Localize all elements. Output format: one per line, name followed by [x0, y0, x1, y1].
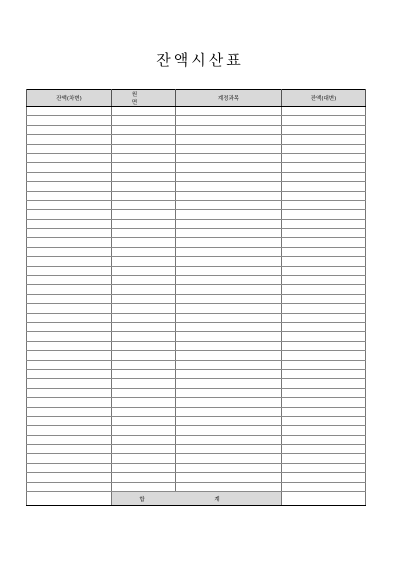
credit-cell — [282, 135, 366, 144]
account-title-cell — [176, 473, 282, 482]
credit-cell — [282, 285, 366, 294]
account-title-cell — [176, 369, 282, 378]
debit-cell — [27, 341, 112, 350]
credit-cell — [282, 210, 366, 219]
trial-balance-table — [26, 89, 366, 506]
debit-cell — [27, 191, 112, 200]
ledger-page-cell — [112, 266, 176, 275]
debit-cell — [27, 107, 112, 116]
ledger-page-cell — [112, 200, 176, 209]
table-row — [27, 388, 366, 397]
ledger-page-cell — [112, 454, 176, 463]
credit-cell — [282, 360, 366, 369]
table-row — [27, 360, 366, 369]
account-title-cell — [176, 219, 282, 228]
credit-cell — [282, 426, 366, 435]
debit-cell — [27, 266, 112, 275]
credit-cell — [282, 313, 366, 322]
account-title-cell — [176, 313, 282, 322]
account-title-cell — [176, 398, 282, 407]
debit-cell — [27, 247, 112, 256]
account-title-cell — [176, 257, 282, 266]
table-row — [27, 247, 366, 256]
ledger-page-cell — [112, 463, 176, 472]
debit-cell — [27, 285, 112, 294]
credit-cell — [282, 200, 366, 209]
debit-cell — [27, 210, 112, 219]
credit-cell — [282, 454, 366, 463]
table-row — [27, 153, 366, 162]
credit-cell — [282, 407, 366, 416]
credit-cell — [282, 388, 366, 397]
table-row — [27, 125, 366, 134]
table-row — [27, 294, 366, 303]
credit-cell — [282, 182, 366, 191]
ledger-page-cell — [112, 238, 176, 247]
table-row — [27, 407, 366, 416]
table-row — [27, 454, 366, 463]
account-title-cell — [176, 182, 282, 191]
debit-cell — [27, 388, 112, 397]
debit-cell — [27, 416, 112, 425]
ledger-page-cell — [112, 294, 176, 303]
credit-cell — [282, 125, 366, 134]
table-row — [27, 416, 366, 425]
ledger-page-cell — [112, 247, 176, 256]
table-row — [27, 482, 366, 491]
credit-cell — [282, 229, 366, 238]
debit-cell — [27, 125, 112, 134]
account-title-cell — [176, 332, 282, 341]
table-row — [27, 219, 366, 228]
ledger-page-cell — [112, 388, 176, 397]
ledger-page-cell — [112, 313, 176, 322]
credit-cell — [282, 153, 366, 162]
credit-cell — [282, 435, 366, 444]
account-title-cell — [176, 210, 282, 219]
credit-cell — [282, 369, 366, 378]
total-label: 합 계 — [112, 492, 282, 506]
ledger-page-cell — [112, 144, 176, 153]
table-row — [27, 426, 366, 435]
table-row — [27, 229, 366, 238]
debit-cell — [27, 435, 112, 444]
ledger-page-cell — [112, 416, 176, 425]
header-credit-balance: 잔액(대변) — [282, 90, 366, 107]
credit-cell — [282, 172, 366, 181]
ledger-page-cell — [112, 304, 176, 313]
table-row — [27, 163, 366, 172]
account-title-cell — [176, 116, 282, 125]
credit-cell — [282, 322, 366, 331]
account-title-cell — [176, 144, 282, 153]
debit-cell — [27, 454, 112, 463]
table-row — [27, 200, 366, 209]
ledger-page-cell — [112, 276, 176, 285]
debit-cell — [27, 219, 112, 228]
debit-cell — [27, 238, 112, 247]
account-title-cell — [176, 454, 282, 463]
total-row — [27, 492, 366, 506]
ledger-page-cell — [112, 360, 176, 369]
header-account-title: 계정과목 — [176, 90, 282, 107]
credit-cell — [282, 398, 366, 407]
debit-cell — [27, 332, 112, 341]
account-title-cell — [176, 426, 282, 435]
ledger-page-cell — [112, 219, 176, 228]
credit-cell — [282, 294, 366, 303]
table-row — [27, 473, 366, 482]
ledger-page-cell — [112, 473, 176, 482]
debit-cell — [27, 182, 112, 191]
table-row — [27, 191, 366, 200]
debit-cell — [27, 116, 112, 125]
table-row — [27, 351, 366, 360]
account-title-cell — [176, 304, 282, 313]
table-row — [27, 144, 366, 153]
table-row — [27, 238, 366, 247]
table-row — [27, 276, 366, 285]
ledger-page-cell — [112, 153, 176, 162]
account-title-cell — [176, 191, 282, 200]
account-title-cell — [176, 285, 282, 294]
ledger-page-cell — [112, 210, 176, 219]
account-title-cell — [176, 200, 282, 209]
credit-cell — [282, 304, 366, 313]
table-row — [27, 379, 366, 388]
table-row — [27, 445, 366, 454]
credit-cell — [282, 191, 366, 200]
ledger-page-cell — [112, 172, 176, 181]
credit-cell — [282, 473, 366, 482]
ledger-page-cell — [112, 379, 176, 388]
credit-cell — [282, 482, 366, 491]
credit-cell — [282, 238, 366, 247]
ledger-page-cell — [112, 445, 176, 454]
ledger-page-cell — [112, 107, 176, 116]
ledger-page-cell — [112, 257, 176, 266]
ledger-page-cell — [112, 482, 176, 491]
debit-cell — [27, 322, 112, 331]
debit-cell — [27, 172, 112, 181]
table-row — [27, 332, 366, 341]
credit-cell — [282, 276, 366, 285]
ledger-page-cell — [112, 163, 176, 172]
total-debit-cell — [27, 492, 112, 506]
account-title-cell — [176, 276, 282, 285]
account-title-cell — [176, 172, 282, 181]
debit-cell — [27, 360, 112, 369]
table-row — [27, 322, 366, 331]
ledger-page-cell — [112, 369, 176, 378]
credit-cell — [282, 163, 366, 172]
table-row — [27, 398, 366, 407]
account-title-cell — [176, 388, 282, 397]
account-title-cell — [176, 379, 282, 388]
ledger-page-cell — [112, 229, 176, 238]
debit-cell — [27, 153, 112, 162]
account-title-cell — [176, 322, 282, 331]
table-row — [27, 304, 366, 313]
credit-cell — [282, 144, 366, 153]
debit-cell — [27, 482, 112, 491]
credit-cell — [282, 416, 366, 425]
debit-cell — [27, 163, 112, 172]
ledger-page-cell — [112, 435, 176, 444]
account-title-cell — [176, 294, 282, 303]
debit-cell — [27, 200, 112, 209]
account-title-cell — [176, 153, 282, 162]
table-row — [27, 182, 366, 191]
debit-cell — [27, 398, 112, 407]
ledger-page-cell — [112, 285, 176, 294]
ledger-page-cell — [112, 407, 176, 416]
ledger-page-cell — [112, 125, 176, 134]
credit-cell — [282, 219, 366, 228]
table-row — [27, 285, 366, 294]
table-row — [27, 463, 366, 472]
credit-cell — [282, 247, 366, 256]
ledger-page-cell — [112, 182, 176, 191]
debit-cell — [27, 313, 112, 322]
account-title-cell — [176, 135, 282, 144]
credit-cell — [282, 341, 366, 350]
credit-cell — [282, 332, 366, 341]
account-title-cell — [176, 341, 282, 350]
ledger-page-cell — [112, 398, 176, 407]
debit-cell — [27, 135, 112, 144]
page-title: 잔액시산표 — [156, 51, 244, 69]
header-ledger-page: 원 면 — [112, 90, 176, 107]
table-row — [27, 341, 366, 350]
credit-cell — [282, 107, 366, 116]
debit-cell — [27, 294, 112, 303]
table-row — [27, 435, 366, 444]
account-title-cell — [176, 407, 282, 416]
credit-cell — [282, 266, 366, 275]
credit-cell — [282, 257, 366, 266]
credit-cell — [282, 379, 366, 388]
account-title-cell — [176, 125, 282, 134]
debit-cell — [27, 379, 112, 388]
account-title-cell — [176, 445, 282, 454]
ledger-page-cell — [112, 426, 176, 435]
debit-cell — [27, 473, 112, 482]
ledger-page-cell — [112, 341, 176, 350]
account-title-cell — [176, 163, 282, 172]
ledger-page-cell — [112, 351, 176, 360]
account-title-cell — [176, 416, 282, 425]
account-title-cell — [176, 247, 282, 256]
credit-cell — [282, 351, 366, 360]
account-title-cell — [176, 482, 282, 491]
account-title-cell — [176, 238, 282, 247]
table-body — [27, 107, 366, 492]
ledger-page-cell — [112, 322, 176, 331]
table-row — [27, 116, 366, 125]
table-row — [27, 369, 366, 378]
debit-cell — [27, 276, 112, 285]
header-row — [27, 90, 366, 107]
debit-cell — [27, 445, 112, 454]
table-row — [27, 313, 366, 322]
table-row — [27, 257, 366, 266]
ledger-page-cell — [112, 191, 176, 200]
debit-cell — [27, 463, 112, 472]
table-row — [27, 172, 366, 181]
account-title-cell — [176, 463, 282, 472]
table-row — [27, 210, 366, 219]
table-row — [27, 135, 366, 144]
account-title-cell — [176, 107, 282, 116]
table-row — [27, 266, 366, 275]
credit-cell — [282, 116, 366, 125]
credit-cell — [282, 463, 366, 472]
debit-cell — [27, 257, 112, 266]
debit-cell — [27, 229, 112, 238]
debit-cell — [27, 426, 112, 435]
table-row — [27, 107, 366, 116]
ledger-page-cell — [112, 116, 176, 125]
debit-cell — [27, 369, 112, 378]
account-title-cell — [176, 360, 282, 369]
account-title-cell — [176, 435, 282, 444]
account-title-cell — [176, 266, 282, 275]
header-debit-balance: 잔액(차변) — [27, 90, 112, 107]
ledger-page-cell — [112, 135, 176, 144]
ledger-page-cell — [112, 332, 176, 341]
debit-cell — [27, 351, 112, 360]
debit-cell — [27, 144, 112, 153]
account-title-cell — [176, 351, 282, 360]
debit-cell — [27, 407, 112, 416]
total-credit-cell — [282, 492, 366, 506]
credit-cell — [282, 445, 366, 454]
account-title-cell — [176, 229, 282, 238]
debit-cell — [27, 304, 112, 313]
